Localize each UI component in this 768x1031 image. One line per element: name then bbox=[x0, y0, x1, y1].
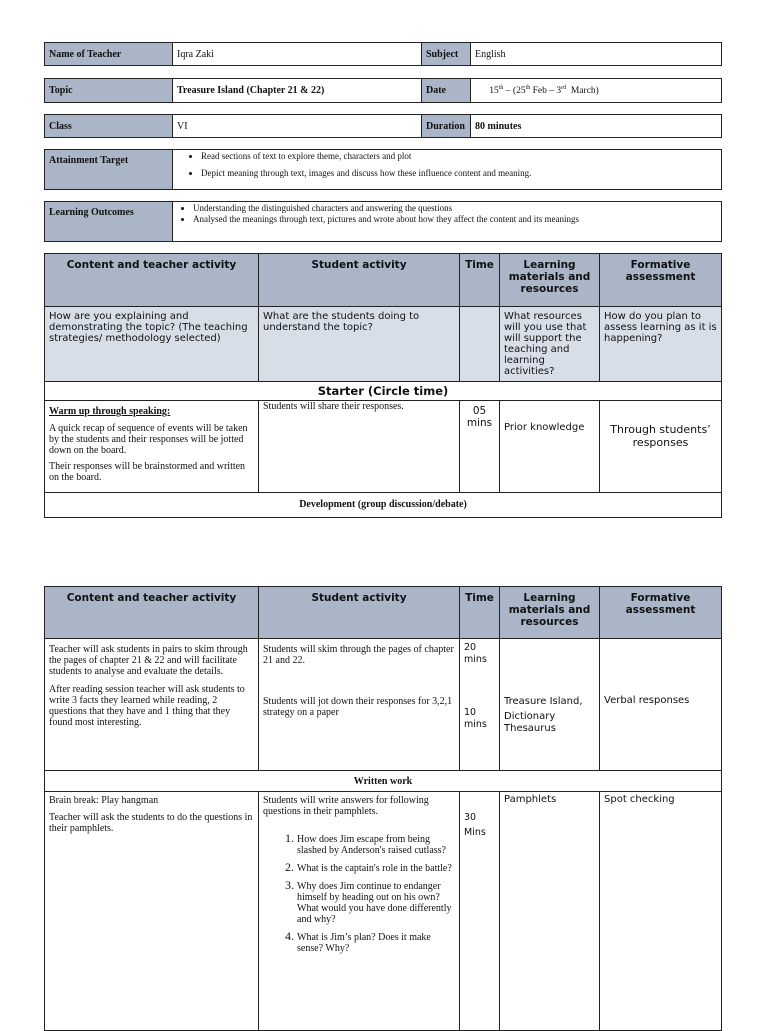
dev-material-item: Treasure Island, bbox=[504, 696, 583, 707]
date-text-2: – (25 bbox=[503, 86, 526, 97]
header-formative: Formative assessment bbox=[599, 586, 722, 639]
dev-teacher-paragraph: After reading session teacher will ask students to write 3 facts they learned while reading, 2 questions that they have and 1 thing that they found most interesting. bbox=[49, 684, 245, 728]
header-content: Content and teacher activity bbox=[44, 586, 259, 639]
outcome-item: • Analysed the meanings through text, pictures and wrote about how they affect the content and its meanings bbox=[193, 214, 717, 225]
header-content: Content and teacher activity bbox=[44, 253, 259, 307]
subheader-student: What are the students doing to understand the topic? bbox=[258, 306, 460, 382]
subheader-materials: What resources will you use that will support the teaching and learning activities? bbox=[499, 306, 600, 382]
header-materials: Learning materials and resources bbox=[499, 586, 600, 639]
date-text-4: March) bbox=[566, 86, 599, 97]
date-text-3: Feb – 3 bbox=[530, 86, 562, 97]
written-student-intro: Students will write answers for following questions in their pamphlets. bbox=[263, 795, 429, 817]
dev-formative: Verbal responses bbox=[599, 638, 722, 771]
question-item: 2. What is the captain's role in the battle? bbox=[297, 860, 455, 874]
question-item: 1. How does Jim escape from being slashed by Anderson's raised cutlass? bbox=[297, 831, 455, 856]
dev-teacher-activity bbox=[44, 638, 259, 771]
starter-formative: Through students’ responses bbox=[599, 400, 722, 493]
date-sup-2: th bbox=[525, 84, 531, 91]
starter-materials: Prior knowledge bbox=[499, 400, 600, 493]
written-formative: Spot checking bbox=[599, 791, 722, 1031]
written-time bbox=[459, 791, 500, 1031]
written-student-activity bbox=[258, 791, 460, 1031]
subject-value: English bbox=[470, 42, 722, 66]
attainment-item: • Read sections of text to explore theme, characters and plot bbox=[201, 151, 717, 161]
starter-student-activity: Students will share their responses. bbox=[258, 400, 460, 493]
topic-label: Topic bbox=[44, 78, 173, 103]
starter-time: 05 mins bbox=[459, 400, 500, 493]
subject-label: Subject bbox=[421, 42, 471, 66]
starter-paragraph: A quick recap of sequence of events will be taken by the students and their responses will be jotted down on the board. bbox=[49, 423, 248, 456]
question-item: 4. What is Jim’s plan? Does it make sense? Why? bbox=[297, 929, 455, 954]
starter-heading: Warm up through speaking: bbox=[49, 406, 171, 417]
dev-time bbox=[459, 638, 500, 771]
written-teacher-paragraph: Teacher will ask the students to do the questions in their pamphlets. bbox=[49, 812, 253, 834]
starter-paragraph: Their responses will be brainstormed and written on the board. bbox=[49, 461, 246, 483]
written-title: Written work bbox=[44, 770, 722, 792]
dev-time-2: 10 mins bbox=[464, 707, 487, 730]
outcomes-list bbox=[172, 201, 722, 242]
development-title: Development (group discussion/debate) bbox=[44, 492, 722, 518]
dev-time-1: 20 mins bbox=[464, 642, 487, 665]
written-materials: Pamphlets bbox=[499, 791, 600, 1031]
class-value: VI bbox=[172, 114, 422, 138]
outcome-item: • Understanding the distinguished characters and answering the questions bbox=[193, 203, 717, 214]
topic-value: Treasure Island (Chapter 21 & 22) bbox=[172, 78, 422, 103]
header-student: Student activity bbox=[258, 586, 460, 639]
attainment-list bbox=[172, 149, 722, 190]
dev-student-activity bbox=[258, 638, 460, 771]
date-text-1: 15 bbox=[489, 86, 499, 97]
written-teacher-activity bbox=[44, 791, 259, 1031]
class-label: Class bbox=[44, 114, 173, 138]
date-sup-1: th bbox=[498, 84, 504, 91]
question-item: 3. Why does Jim continue to endanger himself by heading out on his own? What would you have done differently and why? bbox=[297, 878, 455, 925]
header-student: Student activity bbox=[258, 253, 460, 307]
dev-material-item: Thesaurus bbox=[504, 723, 556, 734]
date-value bbox=[470, 78, 722, 103]
header-formative: Formative assessment bbox=[599, 253, 722, 307]
header-time: Time bbox=[459, 586, 500, 639]
date-sup-3: rd bbox=[561, 84, 567, 91]
written-time-value: 30 Mins bbox=[464, 812, 486, 838]
subheader-content: How are you explaining and demonstrating the topic? (The teaching strategies/ methodology selected) bbox=[44, 306, 259, 382]
subheader-formative: How do you plan to assess learning as it is happening? bbox=[599, 306, 722, 382]
duration-value: 80 minutes bbox=[470, 114, 722, 138]
dev-student-paragraph: Students will skim through the pages of chapter 21 and 22. bbox=[263, 644, 454, 666]
dev-student-paragraph: Students will jot down their responses for 3,2,1 strategy on a paper bbox=[263, 696, 453, 718]
starter-teacher-activity bbox=[44, 400, 259, 493]
attainment-label: Attainment Target bbox=[44, 149, 173, 190]
subheader-time bbox=[459, 306, 500, 382]
attainment-item: • Depict meaning through text, images and discuss how these influence content and meaning. bbox=[201, 168, 717, 178]
teacher-label: Name of Teacher bbox=[44, 42, 173, 66]
outcomes-label: Learning Outcomes bbox=[44, 201, 173, 242]
starter-title: Starter (Circle time) bbox=[44, 381, 722, 401]
written-teacher-paragraph: Brain break: Play hangman bbox=[49, 795, 159, 806]
header-time: Time bbox=[459, 253, 500, 307]
dev-teacher-paragraph: Teacher will ask students in pairs to skim through the pages of chapter 21 & 22 and will facilitate students to analyse and evaluate the details. bbox=[49, 644, 248, 677]
duration-label: Duration bbox=[421, 114, 471, 138]
date-label: Date bbox=[421, 78, 471, 103]
dev-material-item: Dictionary bbox=[504, 711, 556, 722]
teacher-value: Iqra Zaki bbox=[172, 42, 422, 66]
header-materials: Learning materials and resources bbox=[499, 253, 600, 307]
dev-materials bbox=[499, 638, 600, 771]
